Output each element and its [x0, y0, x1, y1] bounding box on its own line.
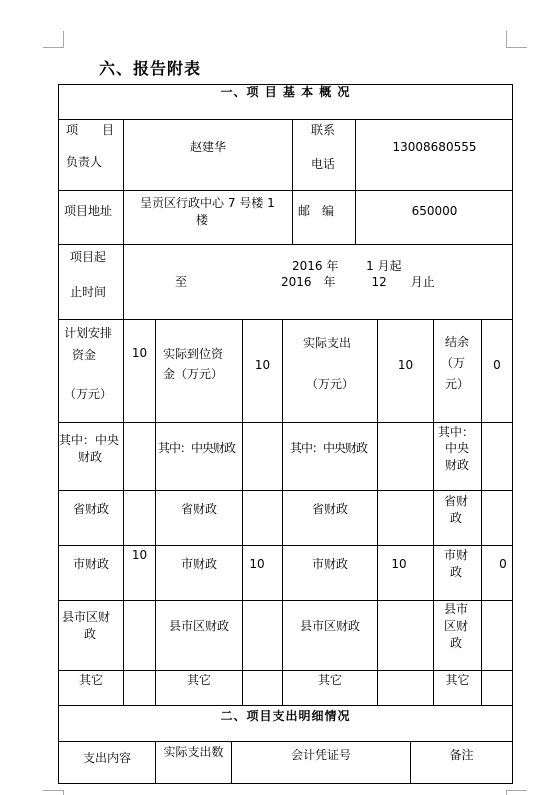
central-label-line2: 财政: [78, 450, 103, 464]
county-balance-line1: 县市: [444, 602, 469, 616]
municipal-balance-value: 0: [499, 557, 507, 571]
phone-label-line2: 电话: [311, 157, 336, 171]
received-label-line1: 实际到位资: [163, 347, 224, 361]
crop-mark-top-left: [43, 31, 64, 48]
period-start: 2016 年 1 月起: [292, 259, 402, 273]
table-rule: [58, 244, 513, 245]
spent-value: 10: [397, 358, 414, 372]
table-rule: [58, 190, 513, 191]
detail-header-remarks: 备注: [449, 748, 474, 762]
period-label-line2: 止时间: [70, 285, 107, 299]
provincial-balance-line1: 省财: [444, 494, 469, 508]
county-balance-line3: 政: [450, 636, 463, 650]
received-label-line2: 金（万元）: [163, 367, 224, 381]
detail-header-voucher: 会计凭证号: [290, 748, 351, 762]
central-balance-line3: 财政: [445, 458, 470, 472]
table-rule: [242, 319, 243, 706]
period-to: 至: [175, 275, 188, 289]
municipal-received-value: 10: [249, 557, 265, 571]
period-end: 2016 年 12 月止: [281, 275, 435, 289]
planned-label-line3: （万元）: [64, 387, 113, 401]
table-rule: [58, 545, 513, 546]
spent-label-line1: 实际支出: [303, 336, 352, 350]
postcode-value: 650000: [411, 204, 458, 218]
crop-mark-bottom-left: [43, 790, 64, 795]
table-rule: [433, 319, 434, 706]
address-value-line1: 呈贡区行政中心 7 号楼 1: [140, 196, 275, 210]
address-label: 项目地址: [64, 204, 113, 218]
table-rule: [512, 84, 513, 784]
table-rule: [58, 783, 513, 784]
planned-label-line2: 资金: [72, 348, 97, 362]
other-balance-label: 其它: [445, 673, 470, 687]
county-balance-line2: 区财: [444, 619, 469, 633]
section-title-basic: 一、项 目 基 本 概 况: [220, 85, 351, 99]
central-spent-label: 其中：中央财政: [290, 441, 368, 455]
municipal-label: 市财政: [72, 557, 109, 571]
table-rule: [58, 319, 513, 320]
county-label-line2: 政: [84, 627, 97, 641]
table-rule: [292, 119, 293, 245]
municipal-spent-label: 市财政: [311, 557, 348, 571]
provincial-spent-label: 省财政: [311, 502, 348, 516]
other-label: 其它: [78, 673, 103, 687]
detail-header-amount: 实际支出数: [163, 745, 224, 759]
other-received-label: 其它: [186, 673, 211, 687]
phone-value: 13008680555: [392, 140, 477, 154]
county-label-line1: 县市区财: [62, 610, 111, 624]
central-balance-line1: 其中：: [438, 425, 475, 439]
detail-header-content: 支出内容: [82, 751, 131, 765]
municipal-balance-line1: 市财: [444, 548, 469, 562]
table-rule: [58, 670, 513, 671]
section-title-expenditure: 二、项目支出明细情况: [220, 709, 351, 723]
spent-label-line2: （万元）: [306, 377, 355, 391]
table-rule: [58, 705, 513, 706]
central-label-line1: 其中：中央: [59, 433, 120, 447]
planned-value: 10: [131, 346, 148, 360]
table-rule: [481, 319, 482, 706]
county-received-label: 县市区财政: [168, 619, 229, 633]
county-spent-label: 县市区财政: [299, 619, 360, 633]
balance-value: 0: [493, 358, 501, 372]
other-spent-label: 其它: [317, 673, 342, 687]
phone-label-line1: 联系: [311, 123, 336, 137]
table-rule: [58, 119, 513, 120]
address-value-line2: 楼: [196, 213, 209, 227]
table-rule: [58, 422, 513, 423]
planned-label-line1: 计划安排: [64, 326, 113, 340]
balance-label-line3: 元）: [445, 377, 470, 391]
postcode-label: 邮 编: [298, 204, 335, 218]
provincial-balance-line2: 政: [450, 511, 463, 525]
central-received-label: 其中：中央财政: [158, 441, 236, 455]
balance-label-line1: 结余: [445, 335, 470, 349]
central-balance-line2: 中央: [445, 441, 470, 455]
balance-label-line2: （万: [441, 356, 466, 370]
leader-label-line2: 负责人: [66, 155, 103, 169]
crop-mark-top-right: [506, 31, 527, 48]
crop-mark-bottom-right: [506, 790, 527, 795]
municipal-received-label: 市财政: [180, 557, 217, 571]
leader-label-line1: 项 目: [66, 123, 115, 137]
table-rule: [377, 319, 378, 706]
period-label-line1: 项目起: [70, 250, 107, 264]
table-rule: [123, 119, 124, 245]
provincial-received-label: 省财政: [180, 502, 217, 516]
leader-value: 赵建华: [189, 140, 226, 154]
municipal-balance-line2: 政: [450, 565, 463, 579]
table-rule: [123, 319, 124, 706]
table-rule: [58, 490, 513, 491]
page-heading: 六、报告附表: [99, 59, 202, 78]
table-rule: [123, 244, 124, 320]
municipal-spent-value: 10: [391, 557, 407, 571]
received-value: 10: [254, 358, 271, 372]
provincial-label: 省财政: [72, 502, 109, 516]
municipal-planned-value: 10: [131, 548, 148, 562]
table-rule: [58, 741, 513, 742]
table-rule: [355, 119, 356, 245]
